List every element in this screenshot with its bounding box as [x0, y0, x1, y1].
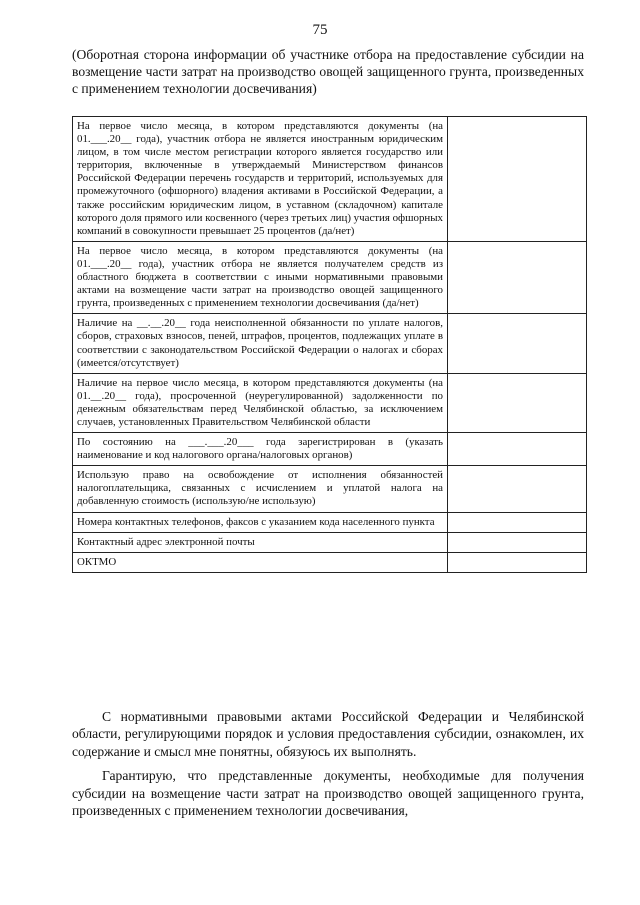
row-answer-cell[interactable] [448, 433, 587, 466]
page-number: 75 [312, 22, 328, 38]
row-answer-cell[interactable] [448, 552, 587, 572]
row-answer-cell[interactable] [448, 532, 587, 552]
row-answer-cell[interactable] [448, 241, 587, 313]
table-row [73, 532, 587, 552]
row-answer-cell[interactable] [448, 466, 587, 512]
table-row [73, 117, 587, 242]
row-question: На первое число месяца, в котором представляются документы (на 01.___.20__ года), участник отбора не является иностранным юридическим лицом, в том числе местом регистрации которого является государство или территория, включенные в утверждаемый Министерством финансов Российской Федерации перечень государств и территорий, используемых для промежуточного (офшорного) владения активами в Российской Федерации, а также российским юридическим лицом, в уставном (складочном) капитале которого доля прямого или косвенного (через третьих лиц) участия офшорных компаний в совокупности превышает 25 процентов (да/нет) [73, 117, 448, 242]
table-row [73, 552, 587, 572]
closing-paragraph: С нормативными правовыми актами Российской Федерации и Челябинской области, регулирующими порядок и условия предоставления субсидии, ознакомлен, их содержание и смысл мне понятны, обязуюсь их выполнять. [72, 709, 584, 759]
row-question: На первое число месяца, в котором представляются документы (на 01.___.20__ года), участник отбора не является получателем средств из областного бюджета в соответствии с иными нормативными правовыми актами на возмещение части затрат на производство овощей защищенного грунта, произведенных с применением технологии досвечивания (да/нет) [73, 241, 448, 313]
row-question: Контактный адрес электронной почты [73, 532, 448, 552]
row-question: Использую право на освобождение от исполнения обязанностей налогоплательщика, связанных с исчислением и уплатой налога на добавленную стоимость (использую/не использую) [73, 466, 448, 512]
row-answer-cell[interactable] [448, 314, 587, 373]
header-note: (Оборотная сторона информации об участнике отбора на предоставление субсидии на возмещение части затрат на производство овощей защищенного грунта, произведенных с применением технологии досвечивания) [72, 47, 584, 96]
row-question: ОКТМО [73, 552, 448, 572]
closing-paragraph: Гарантирую, что представленные документы, необходимые для получения субсидии на возмещение части затрат на производство овощей защищенного грунта, произведенных с применением технологии досвечивания, [72, 768, 584, 819]
table-row [73, 373, 587, 432]
table-row [73, 512, 587, 532]
row-answer-cell[interactable] [448, 373, 587, 432]
row-question: Номера контактных телефонов, факсов с указанием кода населенного пункта [73, 512, 448, 532]
closing-text [72, 708, 584, 826]
participant-info-table [72, 116, 587, 573]
row-answer-cell[interactable] [448, 512, 587, 532]
table-row [73, 466, 587, 512]
row-question: Наличие на __.__.20__ года неисполненной обязанности по уплате налогов, сборов, страховых взносов, пеней, штрафов, процентов, подлежащих уплате в соответствии с законодательством Российской Федерации о налогах и сборах (имеется/отсутствует) [73, 314, 448, 373]
row-question: Наличие на первое число месяца, в котором представляются документы (на 01.__.20__ года), просроченной (неурегулированной) задолженности по денежным обязательствам перед Челябинской областью, за исключением случаев, установленных Правительством Челябинской области [73, 373, 448, 432]
table-row [73, 314, 587, 373]
table-row [73, 241, 587, 313]
row-question: По состоянию на ___.___.20___ года зарегистрирован в (указать наименование и код налогового органа/налоговых органов) [73, 433, 448, 466]
row-answer-cell[interactable] [448, 117, 587, 242]
table-row [73, 433, 587, 466]
